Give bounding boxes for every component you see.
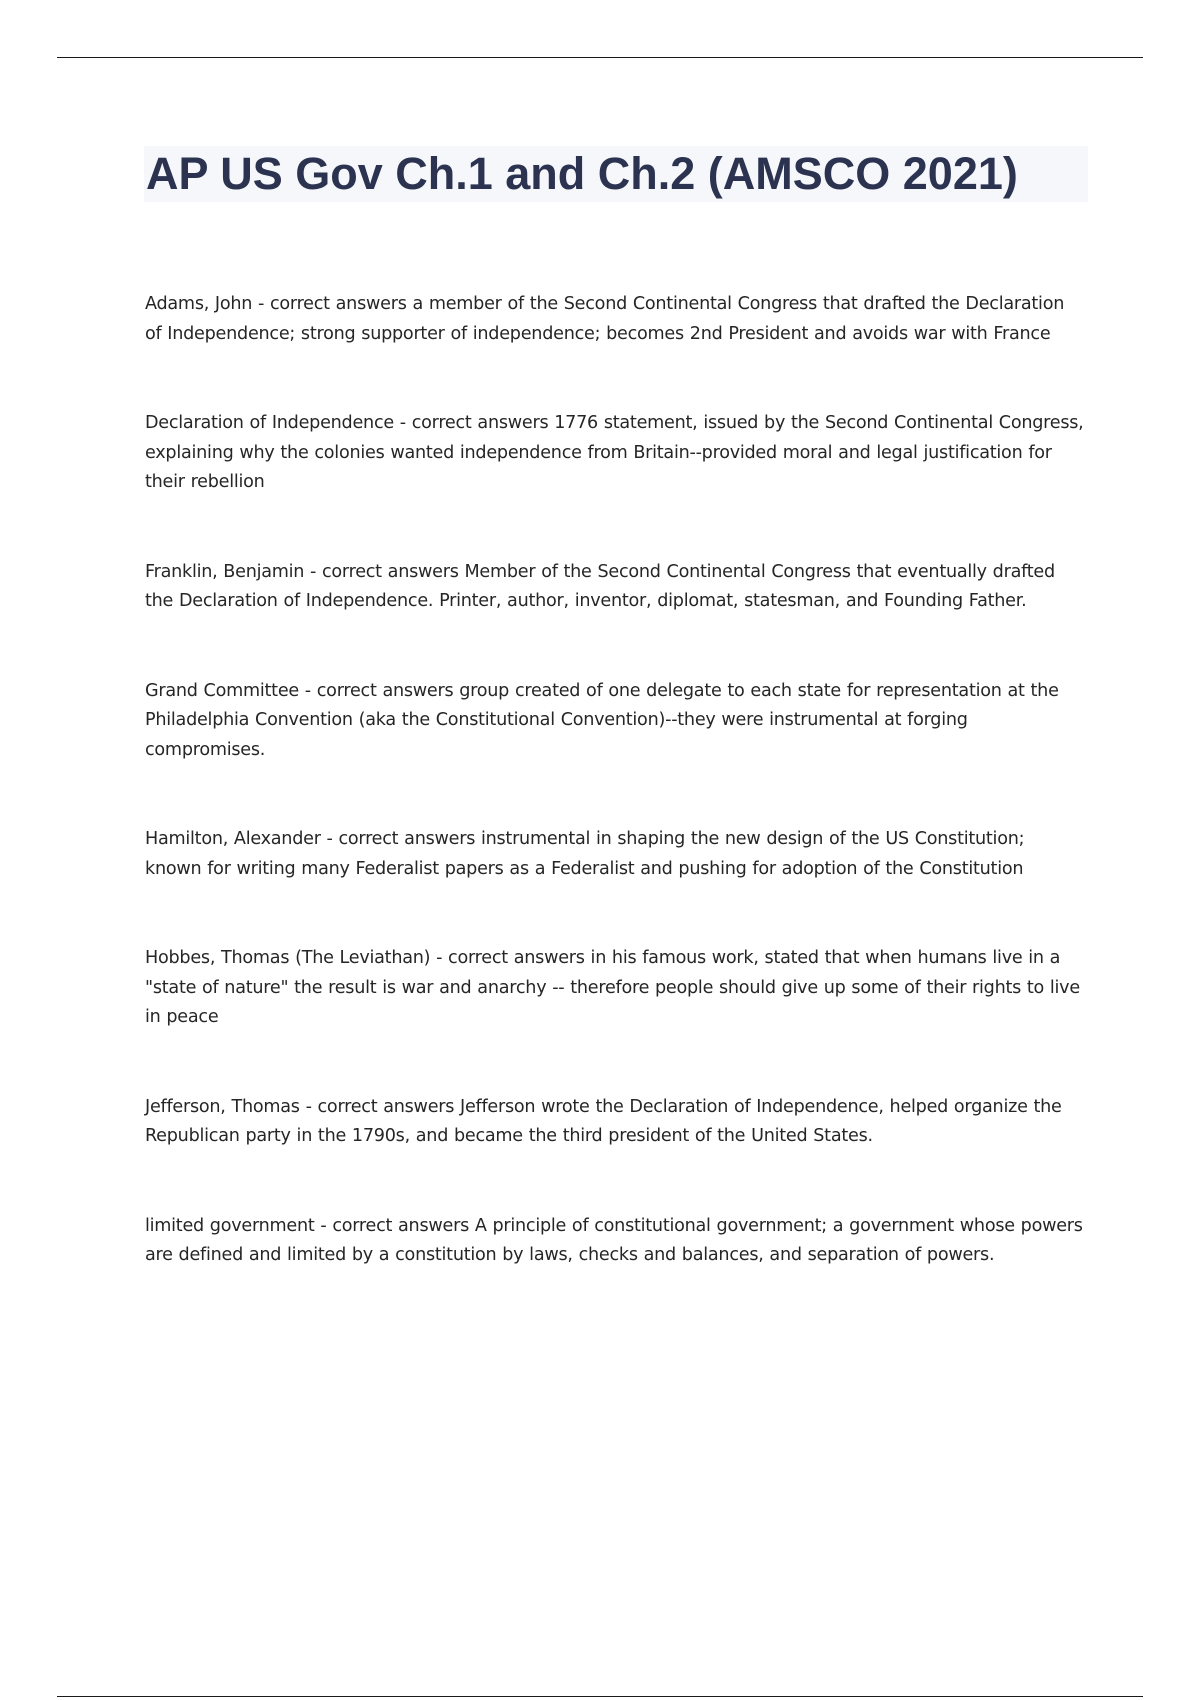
flashcard-entry: Grand Committee - correct answers group created of one delegate to each state for representation at the Philadelphia Convention (aka the Constitutional Convention)--they were instrumental at forging compromises. bbox=[145, 680, 1059, 760]
top-divider bbox=[57, 57, 1143, 58]
title-banner bbox=[144, 146, 1088, 202]
flashcard-list bbox=[145, 290, 1085, 1331]
page-title: AP US Gov Ch.1 and Ch.2 (AMSCO 2021) bbox=[146, 148, 1018, 199]
flashcard-entry: Adams, John - correct answers a member of the Second Continental Congress that drafted the Declaration of Independence; strong supporter of independence; becomes 2nd President and avoids war with France bbox=[145, 294, 1065, 344]
flashcard-entry: Declaration of Independence - correct answers 1776 statement, issued by the Second Continental Congress, explaining why the colonies wanted independence from Britain--provided moral and legal justification for their rebellion bbox=[145, 413, 1084, 492]
flashcard-entry: Franklin, Benjamin - correct answers Member of the Second Continental Congress that eventually drafted the Declaration of Independence. Printer, author, inventor, diplomat, statesman, and Founding Father. bbox=[145, 561, 1055, 611]
flashcard-entry: Jefferson, Thomas - correct answers Jefferson wrote the Declaration of Independence, helped organize the Republican party in the 1790s, and became the third president of the United States. bbox=[145, 1096, 1062, 1146]
bottom-divider bbox=[57, 1696, 1143, 1697]
flashcard-entry: limited government - correct answers A principle of constitutional government; a government whose powers are defined and limited by a constitution by laws, checks and balances, and separation of powers. bbox=[145, 1215, 1083, 1265]
flashcard-entry: Hamilton, Alexander - correct answers instrumental in shaping the new design of the US Constitution; known for writing many Federalist papers as a Federalist and pushing for adoption of the Constitution bbox=[145, 829, 1025, 879]
flashcard-entry: Hobbes, Thomas (The Leviathan) - correct answers in his famous work, stated that when humans live in a "state of nature" the result is war and anarchy -- therefore people should give up some of their rights to live in peace bbox=[145, 948, 1080, 1027]
